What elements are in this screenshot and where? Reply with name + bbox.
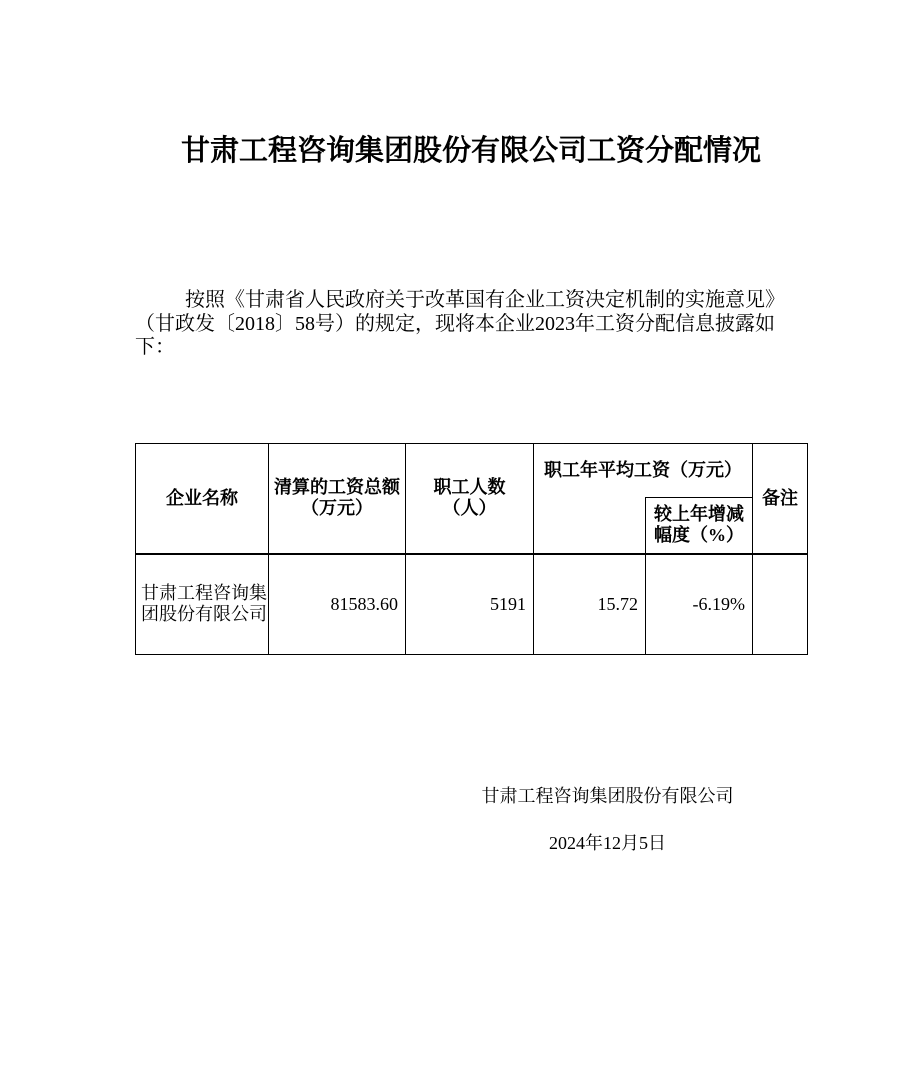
signature-block [460,784,755,855]
cell-company-line1: 甘肃工程咨询集 [141,583,267,604]
header-yoy-line1: 较上年增减 [654,504,744,525]
header-company: 企业名称 [136,444,269,554]
intro-line-3: 下： [135,336,175,359]
cell-company-line2: 团股份有限公司 [141,604,267,625]
cell-employees: 5191 [406,554,534,655]
header-avg-wage-gap-cell [534,498,646,554]
header-employees-line2: （人） [442,498,497,519]
header-total-wage [269,444,406,554]
header-yoy-change [646,498,753,554]
header-employees-line1: 职工人数 [433,477,506,498]
signature-company: 甘肃工程咨询集团股份有限公司 [481,786,734,806]
cell-remark [753,554,808,655]
cell-yoy-change: -6.19% [646,554,753,655]
table-data-row [136,554,808,655]
table-header-row-top [136,444,808,498]
header-remark: 备注 [753,444,808,554]
wage-distribution-table [135,443,808,655]
signature-date: 2024年12月5日 [549,833,666,853]
intro-line-1: 按照《甘肃省人民政府关于改革国有企业工资决定机制的实施意见》 [185,289,785,311]
header-employees [406,444,534,554]
header-total-wage-line2: （万元） [301,498,373,519]
cell-avg-wage: 15.72 [534,554,646,655]
header-total-wage-line1: 清算的工资总额 [274,477,400,498]
cell-company-name [136,554,269,655]
header-avg-wage: 职工年平均工资（万元） [534,444,753,498]
header-yoy-line2: 幅度（%） [654,525,744,546]
intro-paragraph [135,289,807,360]
cell-total-wage: 81583.60 [269,554,406,655]
intro-line-2: （甘政发〔2018〕58号）的规定，现将本企业2023年工资分配信息披露如 [135,312,775,335]
page-title: 甘肃工程咨询集团股份有限公司工资分配情况 [180,135,761,167]
